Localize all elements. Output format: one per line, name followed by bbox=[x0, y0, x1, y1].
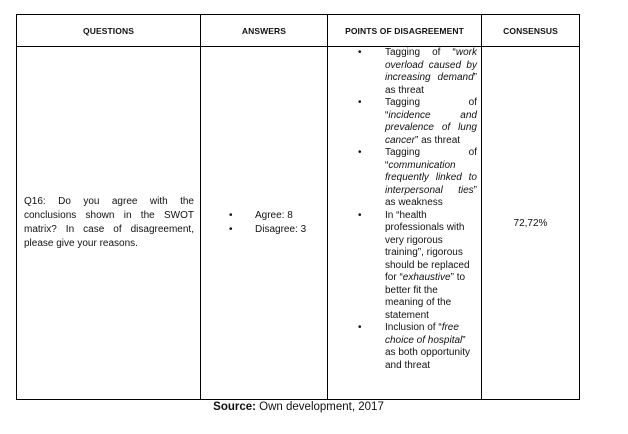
header-consensus: CONSENSUS bbox=[482, 15, 580, 47]
delphi-results-table bbox=[16, 14, 580, 400]
header-questions: QUESTIONS bbox=[17, 15, 201, 47]
table-header-row bbox=[17, 15, 580, 47]
source-caption bbox=[0, 401, 597, 413]
answers-cell bbox=[201, 47, 328, 400]
disagreement-item: • In “health professionals with very rigorous training”, rigorous should be replaced for “exhaustive” to better fit the meaning of the statement bbox=[358, 210, 477, 323]
question-cell: Q16: Do you agree with the conclusions shown in the SWOT matrix? In case of disagreement, please give your reasons. bbox=[17, 47, 201, 400]
header-points-of-disagreement: POINTS OF DISAGREEMENT bbox=[328, 15, 482, 47]
answer-agree: • Agree: 8 bbox=[229, 209, 327, 223]
disagreement-item: • Tagging of “incidence and prevalence of lung cancer” as threat bbox=[358, 97, 477, 147]
disagreement-list bbox=[328, 47, 481, 372]
table-row bbox=[17, 47, 580, 400]
consensus-cell: 72,72% bbox=[482, 47, 580, 400]
source-text: Own development, 2017 bbox=[255, 401, 384, 413]
header-answers: ANSWERS bbox=[201, 15, 328, 47]
answer-disagree: • Disagree: 3 bbox=[229, 223, 327, 237]
answers-list bbox=[201, 209, 327, 237]
disagreement-item: • Tagging of “work overload caused by increasing demand” as threat bbox=[358, 47, 477, 97]
disagreement-cell bbox=[328, 47, 482, 400]
disagreement-item: • Inclusion of “free choice of hospital” as both opportunity and threat bbox=[358, 322, 477, 372]
source-label: Source: bbox=[213, 401, 256, 413]
disagreement-item: • Tagging of “communication frequently linked to interpersonal ties” as weakness bbox=[358, 147, 477, 210]
